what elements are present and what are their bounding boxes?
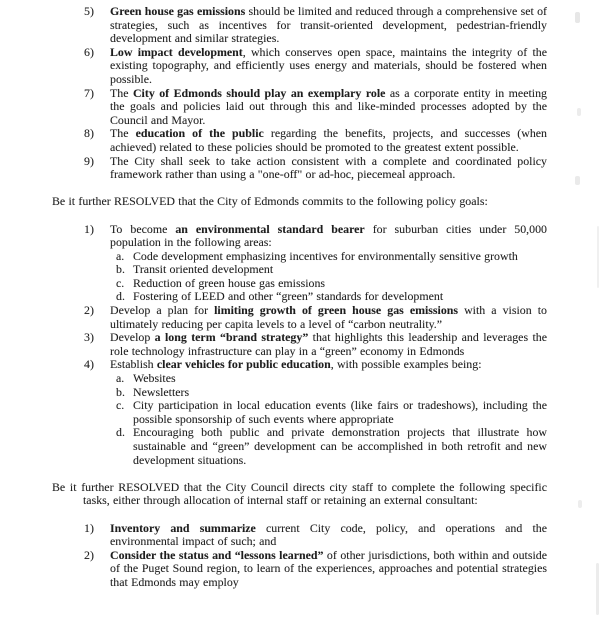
list-text (133, 371, 176, 385)
list-text (110, 303, 547, 331)
list-item (52, 46, 547, 87)
text-run: Newsletters (133, 384, 190, 399)
list-item (52, 522, 547, 549)
scan-artifact (578, 500, 582, 508)
list-text (133, 425, 547, 466)
list-item (52, 127, 547, 154)
sub-list-item (52, 250, 547, 264)
list-item (52, 5, 547, 46)
text-run: The (110, 85, 133, 100)
scan-artifact (597, 226, 599, 288)
text-run: To become (110, 221, 176, 236)
text-run: Encouraging both public and private demonstration projects that illustrate how sustainable and “green” development can be accomplished in both retrofit and new development situations. (133, 425, 547, 467)
list-marker: b. (116, 262, 125, 277)
list-marker: 5) (84, 4, 94, 18)
text-run: Reduction of green house gas emissions (133, 275, 326, 290)
list-marker: a. (116, 248, 125, 263)
scan-artifact (575, 12, 580, 23)
list-marker: 1) (84, 520, 94, 535)
text-run: Transit oriented development (133, 262, 274, 277)
resolution-paragraph-goals (52, 195, 547, 209)
text-run: The (110, 126, 136, 141)
bold-text: an environmental standard bearer (175, 221, 365, 236)
scan-artifact (596, 563, 599, 615)
list-text (110, 126, 547, 154)
list-item (52, 304, 547, 331)
list-text (110, 521, 547, 549)
text-run: Develop a plan for (110, 303, 215, 318)
bold-text: education of the public (135, 126, 264, 141)
list-marker: 6) (84, 44, 94, 59)
list-text (133, 398, 547, 426)
list-marker: 9) (84, 153, 94, 168)
list-text (110, 45, 547, 86)
staff-tasks-list (52, 522, 547, 590)
list-text (110, 222, 547, 250)
list-marker: d. (116, 425, 125, 440)
list-item (52, 87, 547, 128)
list-marker: c. (116, 398, 125, 413)
text-run: of other jurisdictions, both within and outside of the Puget Sound region, to learn of the experiences, approaches and potential strategies that Edmonds may employ (110, 547, 547, 589)
bold-text: limiting growth of green house gas emissions (214, 303, 459, 318)
text-run: that highlights this leadership and leverages the role technology infrastructure can play in a “green” economy in Edmonds (110, 330, 548, 358)
list-marker: d. (116, 289, 125, 304)
text-run: , which conserves open space, maintains the integrity of the existing topography, and efficiently uses energy and materials, should be fostered when possible. (110, 44, 547, 86)
sub-list-item (52, 399, 547, 426)
text-run: regarding the benefits, projects, and successes (when achieved) related to these policies should be promoted to the greatest extent possible. (110, 126, 548, 154)
list-marker: 2) (84, 303, 94, 318)
list-marker: 2) (84, 547, 94, 562)
text-run: for suburban cities under 50,000 population in the following areas: (110, 221, 547, 250)
text-run: , with possible examples being: (330, 357, 482, 372)
bold-text: clear vehicles for public education (156, 357, 331, 372)
list-item (52, 358, 547, 372)
resolution-paragraph-tasks (52, 481, 547, 508)
text-run: Be it further RESOLVED that the City of Edmonds commits to the following policy goals: (52, 194, 488, 209)
text-run: current City code, policy, and operations and the environmental impact of such; and (110, 520, 547, 549)
list-marker: b. (116, 384, 125, 399)
scan-artifact (575, 176, 580, 185)
text-run: Code development emphasizing incentives for environmentally sensitive growth (133, 248, 518, 263)
list-item (52, 155, 547, 182)
text-run: Websites (133, 371, 176, 386)
list-text (133, 385, 189, 399)
text-run: City participation in local education events (like fairs or tradeshows), including the possible sponsorship of such events where appropriate (133, 398, 547, 426)
list-marker: c. (116, 275, 125, 290)
list-item (52, 223, 547, 250)
text-run: as a corporate entity in meeting the goals and policies laid out through this and like-minded processes adopted by the Council and Mayor. (110, 85, 547, 127)
list-text (110, 4, 547, 45)
list-text (133, 249, 518, 263)
list-marker: 3) (84, 330, 94, 345)
bold-text: Inventory and summarize (110, 520, 256, 535)
text-run: Develop (110, 330, 155, 345)
policies-list (52, 5, 547, 182)
scan-artifact (577, 108, 581, 116)
bold-text: a long term “brand strategy” (154, 330, 309, 345)
list-marker: 8) (84, 126, 94, 141)
text-run: Be it further RESOLVED that the City Council directs city staff to complete the following specific tasks, either through allocation of internal staff or retaining an external consultant: (52, 479, 547, 508)
bold-text: Low impact development (110, 44, 243, 59)
policy-goals-list (52, 223, 547, 468)
text-run: Fostering of LEED and other “green” standards for development (133, 289, 444, 304)
list-text (133, 262, 273, 276)
document-content (52, 5, 547, 603)
list-text (110, 154, 547, 182)
sub-list-item (52, 372, 547, 386)
bold-text: City of Edmonds should play an exemplary role (132, 85, 386, 100)
bold-text: Consider the status and “lessons learned” (110, 547, 324, 562)
sub-list-item (52, 290, 547, 304)
list-text (133, 276, 325, 290)
list-text (133, 289, 443, 303)
list-marker: 7) (84, 85, 94, 100)
text-run: The City shall seek to take action consistent with a complete and coordinated policy framework rather than using a "one-off" or ad-hoc, piecemeal approach. (110, 153, 547, 182)
list-marker: 1) (84, 221, 94, 236)
list-text (110, 330, 547, 358)
list-text (110, 86, 547, 127)
text-run: should be limited and reduced through a comprehensive set of strategies, such as incentives for transit-oriented development, pedestrian-friendly development and similar strategies. (110, 4, 547, 46)
text-run: with a vision to ultimately reducing per capita levels to a level of “carbon neutrality.” (110, 303, 547, 331)
list-item (52, 331, 547, 358)
list-marker: 4) (84, 357, 94, 372)
text-run: Establish (110, 357, 157, 372)
sub-list-item (52, 263, 547, 277)
list-text (110, 357, 482, 371)
list-text (110, 548, 547, 589)
bold-text: Green house gas emissions (110, 4, 246, 18)
sub-list-item (52, 426, 547, 467)
sub-list-item (52, 277, 547, 291)
list-marker: a. (116, 371, 125, 386)
list-item (52, 549, 547, 590)
sub-list-item (52, 386, 547, 400)
